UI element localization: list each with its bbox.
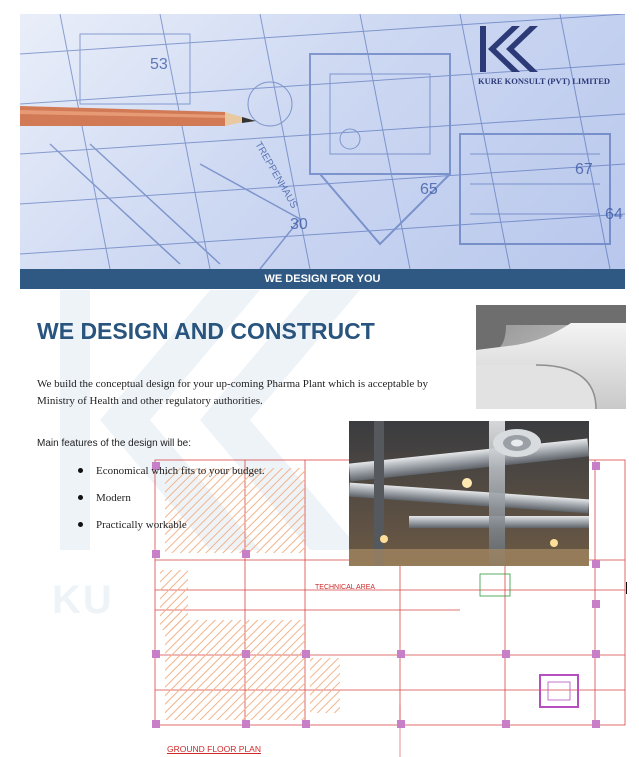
feature-item: Modern <box>76 491 265 518</box>
feature-list <box>76 464 265 545</box>
features-title: Main features of the design will be: <box>37 438 191 449</box>
ceiling-cornice-photo <box>476 305 626 409</box>
edge-mark <box>626 582 627 594</box>
company-name: KURE KONSULT (PVT) LIMITED <box>478 76 611 86</box>
svg-text:67: 67 <box>575 161 593 178</box>
feature-item: Economical which fits to your budget. <box>76 464 265 491</box>
svg-text:30: 30 <box>290 216 308 233</box>
page-heading: WE DESIGN AND CONSTRUCT <box>37 318 375 344</box>
svg-text:TREPPENHAUS: TREPPENHAUS <box>252 140 300 211</box>
floor-plan-title: GROUND FLOOR PLAN <box>167 744 261 754</box>
feature-item: Practically workable <box>76 518 265 545</box>
hvac-ducting-photo <box>349 421 589 566</box>
hero-banner: WE DESIGN FOR YOU <box>20 269 625 289</box>
watermark-text: KU <box>52 578 114 622</box>
svg-text:64: 64 <box>605 206 623 223</box>
technical-area-label: TECHNICAL AREA <box>315 584 376 591</box>
svg-text:53: 53 <box>150 56 168 73</box>
svg-text:65: 65 <box>420 181 438 198</box>
intro-paragraph: We build the conceptual design for your up-coming Pharma Plant which is acceptable by Ministry of Health and other regulatory authorities. <box>37 378 429 407</box>
